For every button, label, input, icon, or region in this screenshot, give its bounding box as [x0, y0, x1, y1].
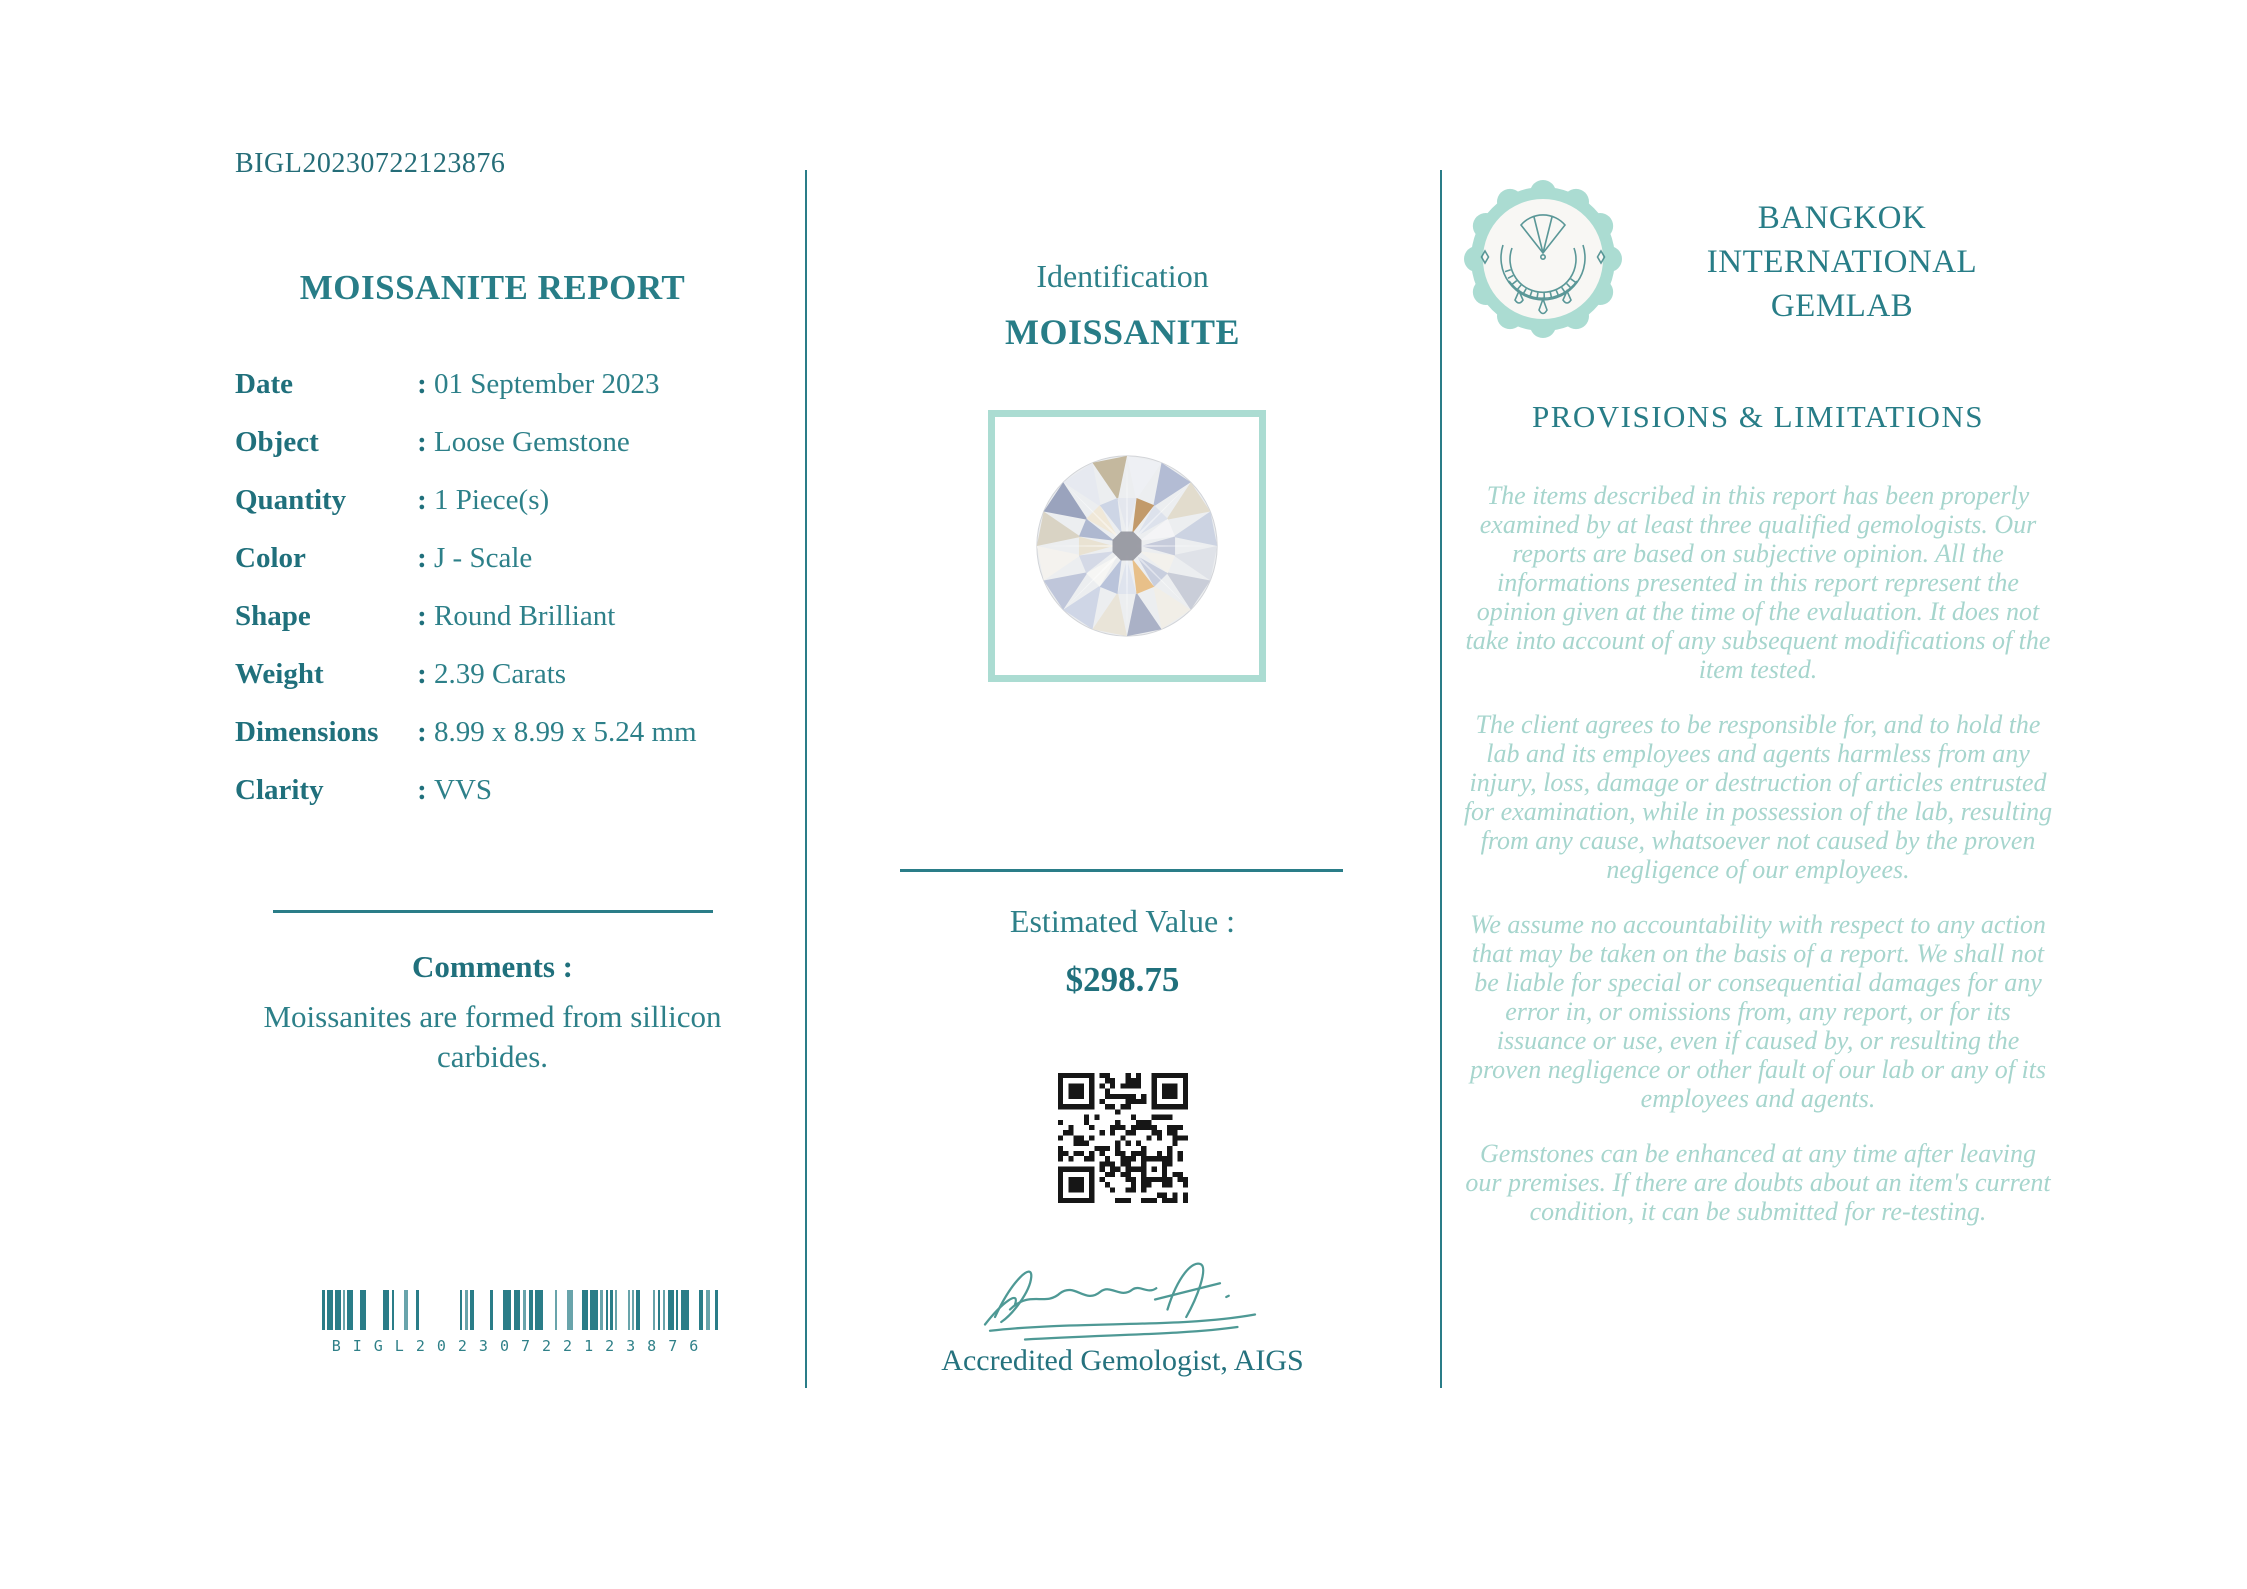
lab-name-line1: BANGKOK [1757, 199, 1927, 236]
field-value-object: Loose Gemstone [434, 426, 630, 458]
report-title: MOISSANITE REPORT [299, 268, 686, 307]
estimated-value-amount: $298.75 [1065, 960, 1180, 999]
gem-photo-frame [988, 410, 1266, 682]
provisions-heading: PROVISIONS & LIMITATIONS [1531, 399, 1985, 434]
estimated-value-block [830, 903, 1415, 1000]
barcode [322, 1290, 720, 1355]
estimated-value-divider [900, 869, 1343, 872]
gem-photo [1029, 448, 1225, 644]
comments-heading: Comments : [412, 949, 573, 984]
field-colon: : [417, 716, 427, 748]
field-colon: : [417, 368, 427, 400]
field-colon: : [417, 658, 427, 690]
provisions-paragraph-1: The items described in this report has been properly examined by at least three qualified gemologists. Our reports are based on subjective opinion. All the informations presented in this report represent the opinion given at the time of the evaluation. It does not take into account of any subsequent modifications of the item tested. [1465, 481, 2051, 684]
field-label-date: Date [235, 368, 293, 400]
estimated-value-label: Estimated Value : [1009, 903, 1236, 939]
field-colon: : [417, 774, 427, 806]
field-value-clarity: VVS [434, 774, 493, 806]
comments-divider [273, 910, 713, 913]
column-divider-left [805, 170, 807, 1388]
comments-text: Moissanites are formed from sillicon carbides. [263, 999, 722, 1074]
report-fields-table [235, 368, 750, 807]
field-value-date: 01 September 2023 [434, 368, 660, 400]
identification-header [830, 258, 1415, 353]
signature [960, 1252, 1285, 1352]
provisions-paragraph-2: The client agrees to be responsible for, and to hold the lab and its employees and agents harmless from any injury, loss, damage or destruction of articles entrusted for examination, while in possession of the lab, resulting from any cause, whatsoever not caused by the proven negligence of our employees. [1463, 710, 2053, 884]
field-value-weight: 2.39 Carats [434, 658, 567, 690]
lab-column [1462, 178, 2054, 1226]
lab-header [1462, 178, 2054, 345]
field-value-dimensions: 8.99 x 8.99 x 5.24 mm [434, 716, 697, 748]
signature-icon [960, 1252, 1285, 1347]
gemologist-title: Accredited Gemologist, AIGS [941, 1344, 1304, 1377]
field-label-object: Object [235, 426, 319, 458]
field-label-shape: Shape [235, 600, 311, 632]
provisions-paragraph-4: Gemstones can be enhanced at any time after leaving our premises. If there are doubts about an item's current condition, it can be submitted for re-testing. [1465, 1139, 2051, 1226]
identification-label: Identification [1036, 258, 1209, 294]
report-column [235, 148, 750, 1077]
lab-seal-logo [1462, 178, 1630, 345]
field-value-shape: Round Brilliant [434, 600, 616, 632]
identification-value: MOISSANITE [1004, 312, 1241, 352]
field-colon: : [417, 542, 427, 574]
field-label-quantity: Quantity [235, 484, 347, 516]
lab-seal-icon [1462, 178, 1624, 340]
provisions-paragraph-3: We assume no accountability with respect to any action that may be taken on the basis of a report. We shall not be liable for special or consequential damages for any error in, or omissions from, any report, or for its issuance or use, even if caused by, or resulting the proven negligence or other fault of our lab or any of its employees and agents. [1469, 910, 2047, 1113]
field-label-clarity: Clarity [235, 774, 324, 806]
field-label-color: Color [235, 542, 306, 574]
lab-name [1630, 196, 2054, 328]
field-value-quantity: 1 Piece(s) [434, 484, 550, 516]
field-label-dimensions: Dimensions [235, 716, 379, 748]
qr-code-icon [1058, 1073, 1188, 1203]
barcode-icon [322, 1290, 720, 1330]
field-label-weight: Weight [235, 658, 324, 690]
field-value-color: J - Scale [434, 542, 533, 574]
field-colon: : [417, 600, 427, 632]
barcode-text: BIGL20230722123876 [331, 1337, 711, 1355]
lab-name-line3: GEMLAB [1770, 287, 1914, 324]
column-divider-right [1440, 170, 1442, 1388]
lab-name-line2: INTERNATIONAL [1706, 243, 1978, 280]
report-number: BIGL20230722123876 [235, 148, 506, 179]
field-colon: : [417, 484, 427, 516]
qr-code [1058, 1073, 1188, 1203]
field-colon: : [417, 426, 427, 458]
